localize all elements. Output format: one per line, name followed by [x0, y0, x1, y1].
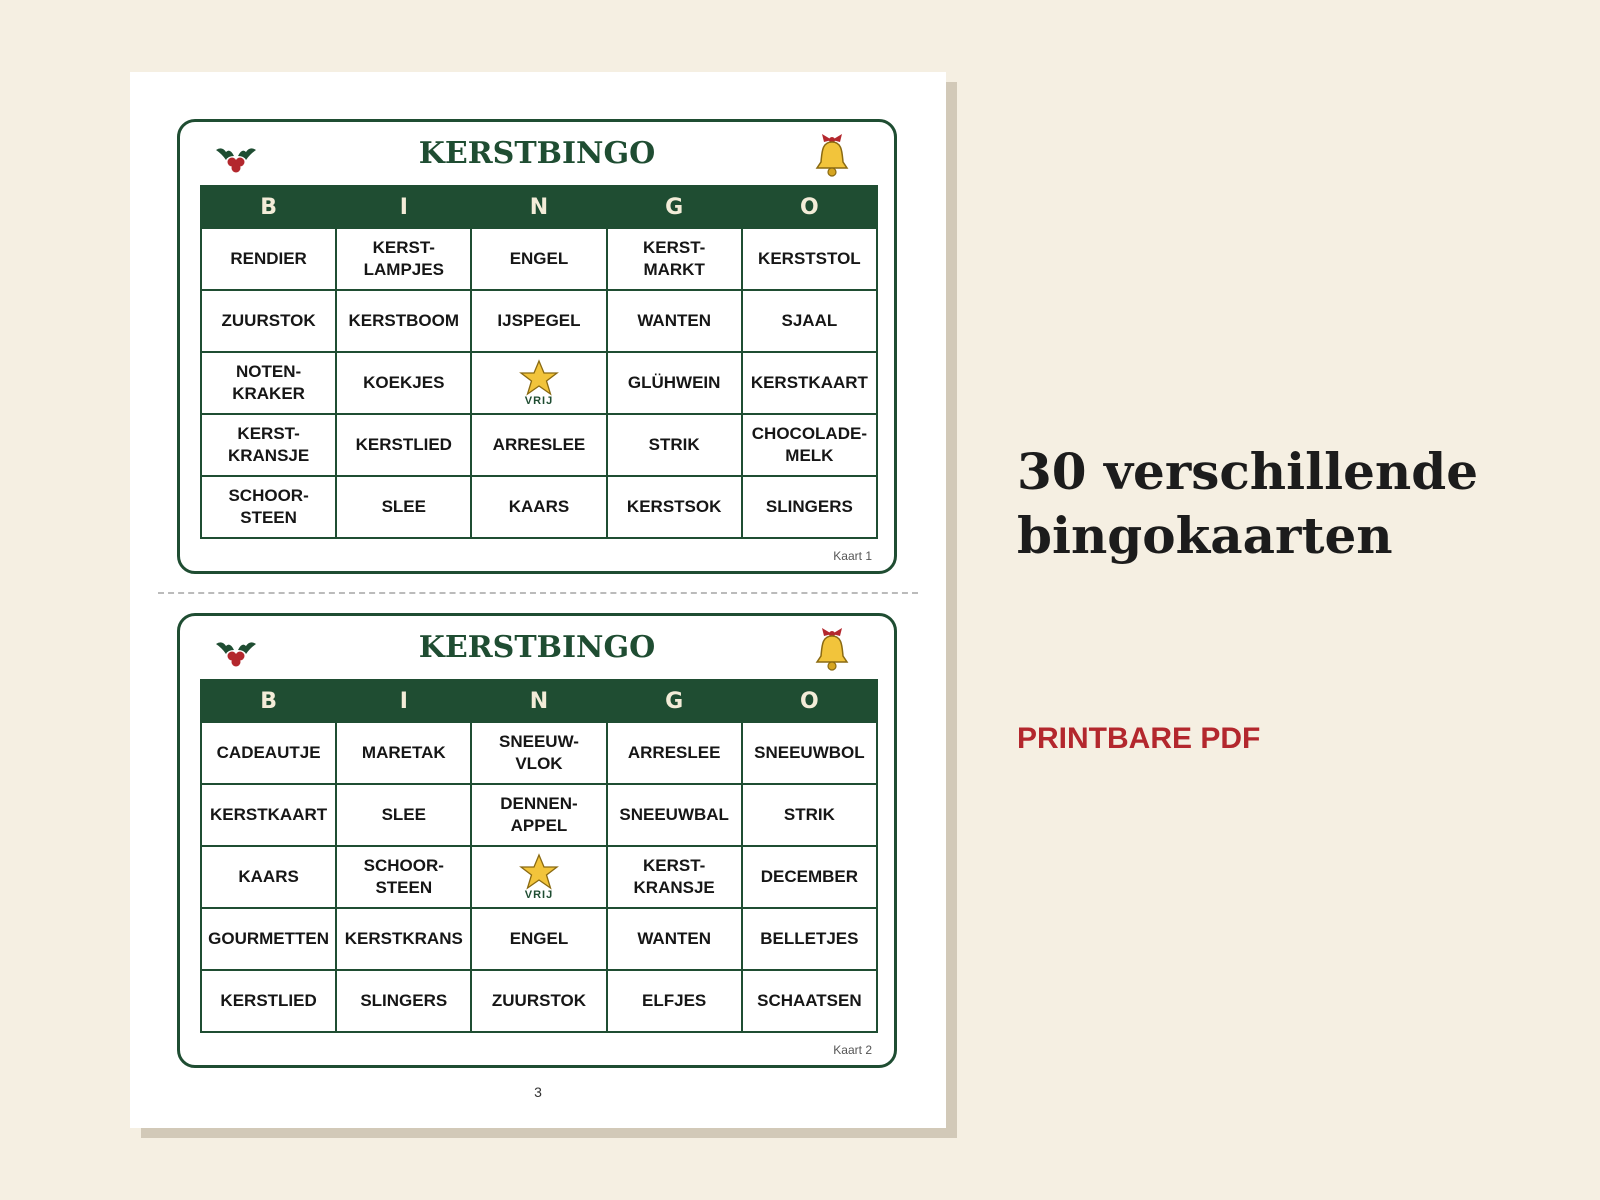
- bingo-cell: ARRESLEE: [471, 414, 606, 476]
- bingo-cell: ENGEL: [471, 908, 606, 970]
- bingo-cell: STRIK: [607, 414, 742, 476]
- column-header: O: [742, 186, 877, 228]
- free-cell: [471, 352, 606, 414]
- bingo-cell: GLÜHWEIN: [607, 352, 742, 414]
- bingo-cell: STRIK: [742, 784, 877, 846]
- bingo-cell: KERST- MARKT: [607, 228, 742, 290]
- bingo-cell: KERSTKAART: [742, 352, 877, 414]
- bingo-card-1: [177, 119, 897, 574]
- bingo-row: [201, 290, 877, 352]
- bingo-row: [201, 228, 877, 290]
- bingo-cell: SCHOOR- STEEN: [336, 846, 471, 908]
- bingo-cell: KERST- KRANSJE: [201, 414, 336, 476]
- column-header: N: [471, 680, 606, 722]
- printable-page: [130, 72, 946, 1128]
- column-header: O: [742, 680, 877, 722]
- bingo-row: [201, 846, 877, 908]
- bingo-cell: SNEEUW- VLOK: [471, 722, 606, 784]
- bingo-cell: KERSTLIED: [201, 970, 336, 1032]
- card-title: KERSTBINGO: [418, 136, 656, 171]
- bingo-cell: ENGEL: [471, 228, 606, 290]
- bingo-cell: SCHAATSEN: [742, 970, 877, 1032]
- bingo-row: [201, 784, 877, 846]
- bingo-cell: WANTEN: [607, 290, 742, 352]
- subheadline: PRINTBARE PDF: [1017, 722, 1261, 755]
- bell-icon: [812, 132, 852, 178]
- column-header: I: [336, 680, 471, 722]
- free-label: VRIJ: [524, 395, 554, 407]
- bingo-cell: DENNEN- APPEL: [471, 784, 606, 846]
- bingo-cell: WANTEN: [607, 908, 742, 970]
- column-header: I: [336, 186, 471, 228]
- bingo-cell: SLEE: [336, 476, 471, 538]
- bingo-cell: IJSPEGEL: [471, 290, 606, 352]
- bingo-row: [201, 908, 877, 970]
- card-number: Kaart 2: [833, 1043, 872, 1057]
- bingo-cell: KERSTSTOL: [742, 228, 877, 290]
- bingo-cell: KERSTKAART: [201, 784, 336, 846]
- bingo-cell: SCHOOR- STEEN: [201, 476, 336, 538]
- bingo-card-2: [177, 613, 897, 1068]
- bingo-cell: RENDIER: [201, 228, 336, 290]
- bingo-grid: [200, 679, 878, 1033]
- headline: 30 verschillende bingokaarten: [1017, 442, 1479, 565]
- cut-line: [158, 592, 918, 594]
- bell-icon: [812, 626, 852, 672]
- bingo-cell: KERST- LAMPJES: [336, 228, 471, 290]
- star-icon: [519, 853, 559, 891]
- column-header: B: [201, 186, 336, 228]
- bingo-cell: CADEAUTJE: [201, 722, 336, 784]
- column-header: G: [607, 680, 742, 722]
- bingo-cell: BELLETJES: [742, 908, 877, 970]
- bingo-cell: DECEMBER: [742, 846, 877, 908]
- page-number: 3: [534, 1084, 542, 1100]
- bingo-cell: KERSTKRANS: [336, 908, 471, 970]
- free-label: VRIJ: [524, 889, 554, 901]
- bingo-cell: KERST- KRANSJE: [607, 846, 742, 908]
- bingo-cell: SNEEUWBOL: [742, 722, 877, 784]
- bingo-cell: KERSTBOOM: [336, 290, 471, 352]
- bingo-cell: SLINGERS: [336, 970, 471, 1032]
- bingo-cell: KAARS: [471, 476, 606, 538]
- bingo-cell: ARRESLEE: [607, 722, 742, 784]
- bingo-cell: SJAAL: [742, 290, 877, 352]
- bingo-cell: ZUURSTOK: [201, 290, 336, 352]
- bingo-cell: GOURMETTEN: [201, 908, 336, 970]
- bingo-row: [201, 414, 877, 476]
- bingo-cell: KERSTLIED: [336, 414, 471, 476]
- star-icon: [519, 359, 559, 397]
- bingo-cell: ELFJES: [607, 970, 742, 1032]
- card-number: Kaart 1: [833, 549, 872, 563]
- bingo-cell: KAARS: [201, 846, 336, 908]
- free-cell: [471, 846, 606, 908]
- bingo-cell: KERSTSOK: [607, 476, 742, 538]
- bingo-row: [201, 970, 877, 1032]
- bingo-cell: CHOCOLADE- MELK: [742, 414, 877, 476]
- bingo-cell: KOEKJES: [336, 352, 471, 414]
- column-header: N: [471, 186, 606, 228]
- bingo-grid: [200, 185, 878, 539]
- bingo-row: [201, 476, 877, 538]
- bingo-cell: MARETAK: [336, 722, 471, 784]
- bingo-cell: SLEE: [336, 784, 471, 846]
- bingo-row: [201, 352, 877, 414]
- bingo-cell: ZUURSTOK: [471, 970, 606, 1032]
- column-header: G: [607, 186, 742, 228]
- card-title: KERSTBINGO: [418, 630, 656, 665]
- bingo-cell: SNEEUWBAL: [607, 784, 742, 846]
- column-header: B: [201, 680, 336, 722]
- bingo-cell: NOTEN- KRAKER: [201, 352, 336, 414]
- bingo-row: [201, 722, 877, 784]
- bingo-cell: SLINGERS: [742, 476, 877, 538]
